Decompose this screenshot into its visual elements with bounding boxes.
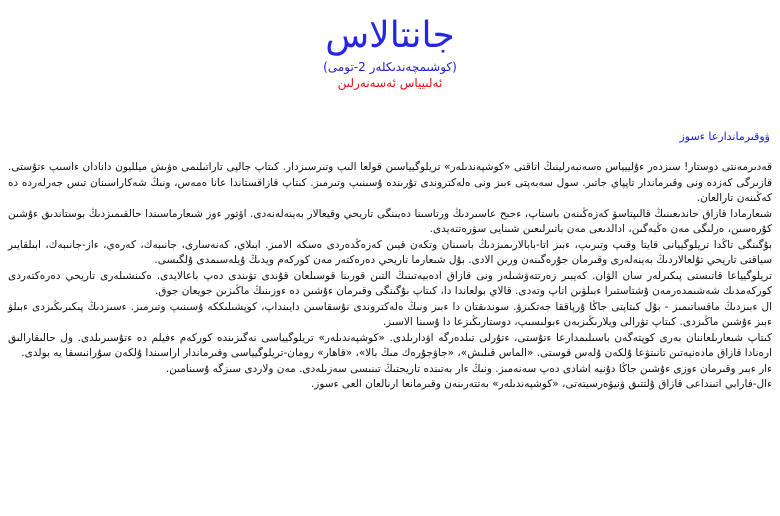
section-heading-link[interactable]: ۋوقىرماندارعا ءسوز (679, 130, 770, 143)
book-title: جانتالاس (325, 15, 455, 56)
book-author: ئەلىيياس ئەسەنەرلىن (337, 76, 443, 90)
paragraph: بۇگىنگى تاڭدا تريلوگييانى قايتا وقىپ وتىرىپ، ءبىز اتا-بابالارىمىزدىڭ باسىنان وتكەن قيىن كەزەڭدەردى ەسكە الامىز. ابىلاي، كەنەسارى، جانىبەك، كەرەي، ءاز-جانىبەك، ابىلقايىر سياقتى تاريحي تۇلعالاردىڭ بەينەلەرى وقىرمان جۇرەگىنەن ورىن الادى. بۇل شىعارما تاريحي دەرەكتەر مەن كوركەم ويدىڭ ۇيلەسىمدى ۇلگىسى. (8, 238, 772, 266)
preface-body (8, 160, 772, 393)
paragraph: تريلوگيياعا قاتىستى پىكىرلەر سان الۋان. كەيبىر زەرتتەۋشىلەر ونى قازاق ادەبيەتىنىڭ التىن قورىنا قوسىلعان قۇندى تۋىندى دەپ باعالايدى. ەكىنشىلەرى تاريحي دەرەكتەردى كوركەمدىك شەشىمدەرمەن ۇشتاستىرا ءبىلۋىن اتاپ وتەدى. قالاي بولعاندا دا، كىتاپ بۇگىنگى وقىرمان ءۇشىن دە ءوزىنىڭ ماڭىزىن جويعان جوق. (8, 269, 772, 297)
paragraph: شىعارمادا قازاق حاندىعىنىڭ قالىپتاسۋ كەزەڭىنەن باستاپ، ءحىح عاسىردىڭ ورتاسىنا دەيىنگى تاريحي وقيعالار بەينەلەنەدى. اۆتور ءوز شىعارماسىندا حالقىمىزدىڭ بوستاندىق ءۇشىن كۇرەسىن، ەرلىگى مەن ەڭبەگىن، ادالدىعى مەن باتىرلىعىن شىنايى سۋرەتتەيدى. (8, 207, 772, 235)
paragraph: قەدىرمەنتى دوستار! سىزدەر ءۇلييياس ەسەنبەرلينىڭ اتاقتى «كوشپەندىلەر» تريلوگيياسىن قولعا الىپ وتىرسىزدار. كىتاپ جالپى تاراتىلىمى ەۋىش ميلليون دانادان ءاسىپ ءتۇستى. قازىرگى كەزدە ونى وقىرماندار تاپپاي جاتىر. سول سەبەپتى ءبىز ونى ەلەكتروندى تۇرىندە ۇسىنىپ وتىرمىز. كىتاپ قازاقستاندا عانا ەمەس، ونىڭ شەكاراسىنان تىس جەرلەردە دە كەڭىنەن تارالعان. (8, 161, 772, 204)
paragraph: ال ءبىزدىڭ ماقساتىمىز - بۇل كىتاپتى جاڭا ۇرپاققا جەتكىزۋ. سوندىقتان دا ءبىز ونىڭ ەلەكتروندى نۇسقاسىن دايىنداپ، كوپشىلىككە ۇسىنىپ وتىرمىز. ءسىزدىڭ پىكىرىڭىزدى ءبىلۋ ءبىز ءۇشىن ماڭىزدى. كىتاپ تۋرالى ويلارىڭىزبەن ءبولىسىپ، دوستارىڭىزعا دا ۇسىنا الاسىز. (8, 300, 772, 328)
paragraph: ءار ءبىر وقىرمان ءوزى ءۇشىن جاڭا دۇنيە اشادى دەپ سەنەمىز. ونىڭ ءار بەتىندە تاريحتىڭ تىنىسى سەزىلەدى. مەن ولاردى سىزگە ۇسىنامىن. (165, 362, 772, 375)
paragraph: ءال-فارابي اتىنداعى قازاق ۇلتتىق ۋنيۆەرسيتەتى، «كوشپەندىلەر» بەتتەرىنەن وقىرمانعا ارنالعان العى ءسوز. (310, 378, 772, 390)
paragraph: كىتاپ شىعارىلعاننان بەرى كوپتەگەن باسىلىمدارعا ءتۇستى، ءتۇرلى تىلدەرگە اۋدارىلدى. «كوشپەندىلەر» تريلوگيياسى نەگىزىندە كوركەم ءفيلم دە ءتۇسىرىلدى. ول حالىقارالىق ارەنادا قازاق مادەنيەتىن تانىتۋعا ۇلكەن ۇلەس قوستى. «الماس قىلىش»، «جاۋجۇرەك مىڭ بالا»، «قاھار» رومان-تريلوگيياسى وقىرماندار اراسىندا ۇلكەن سۇرانىسقا يە بولدى. (8, 331, 772, 359)
book-subtitle: (كوشىمچەندىكلەر 2-تومى) (323, 60, 457, 74)
